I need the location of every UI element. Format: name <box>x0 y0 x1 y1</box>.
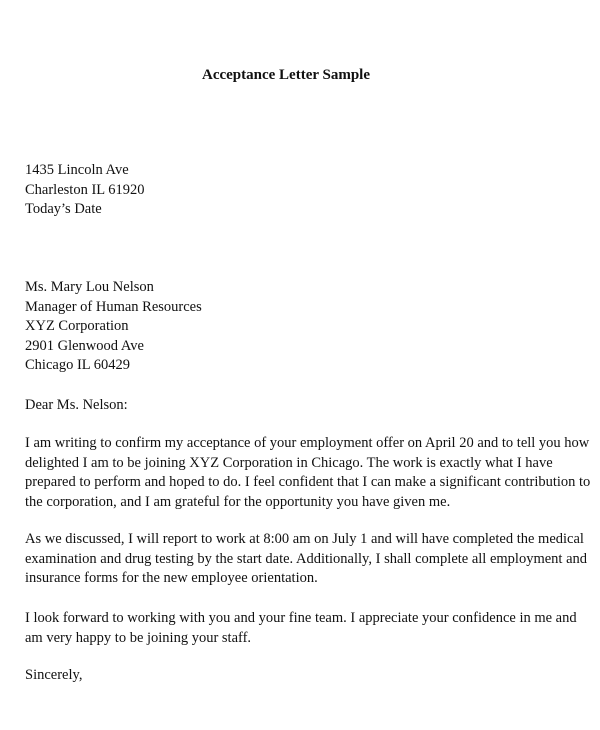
sender-city: Charleston IL 61920 <box>25 181 145 198</box>
paragraph-line: prepared to perform and hoped to do. I feel confident that I can make a significant contribution to <box>25 474 591 490</box>
body-paragraph-2 <box>25 530 588 589</box>
recipient-name: Ms. Mary Lou Nelson <box>25 279 154 295</box>
body-paragraph-1 <box>25 434 591 512</box>
paragraph-line: As we discussed, I will report to work at 8:00 am on July 1 and will have completed the medical <box>25 531 584 547</box>
paragraph-line: insurance forms for the new employee orientation. <box>25 570 318 586</box>
sender-address <box>25 161 585 220</box>
sender-street: 1435 Lincoln Ave <box>25 162 129 178</box>
paragraph-line: am very happy to be joining your staff. <box>25 629 252 646</box>
paragraph-line: delighted I am to be joining XYZ Corporation in Chicago. The work is exactly what I have <box>25 454 553 471</box>
salutation: Dear Ms. Nelson: <box>25 397 128 413</box>
paragraph-line: the corporation, and I am grateful for the opportunity you have given me. <box>25 493 451 510</box>
recipient-street: 2901 Glenwood Ave <box>25 337 144 354</box>
document-title: Acceptance Letter Sample <box>201 67 370 83</box>
paragraph-line: I look forward to working with you and your fine team. I appreciate your confidence in me and <box>25 610 577 626</box>
letter-date: Today’s Date <box>25 201 102 217</box>
recipient-city: Chicago IL 60429 <box>25 357 130 373</box>
recipient-address <box>25 278 585 376</box>
recipient-position: Manager of Human Resources <box>25 298 202 315</box>
paragraph-line: I am writing to confirm my acceptance of your employment offer on April 20 and to tell you how <box>25 435 590 451</box>
recipient-company: XYZ Corporation <box>25 318 129 334</box>
closing: Sincerely, <box>25 667 83 683</box>
body-paragraph-3 <box>25 609 585 648</box>
paragraph-line: examination and drug testing by the start date. Additionally, I shall complete all employment and <box>25 550 588 567</box>
